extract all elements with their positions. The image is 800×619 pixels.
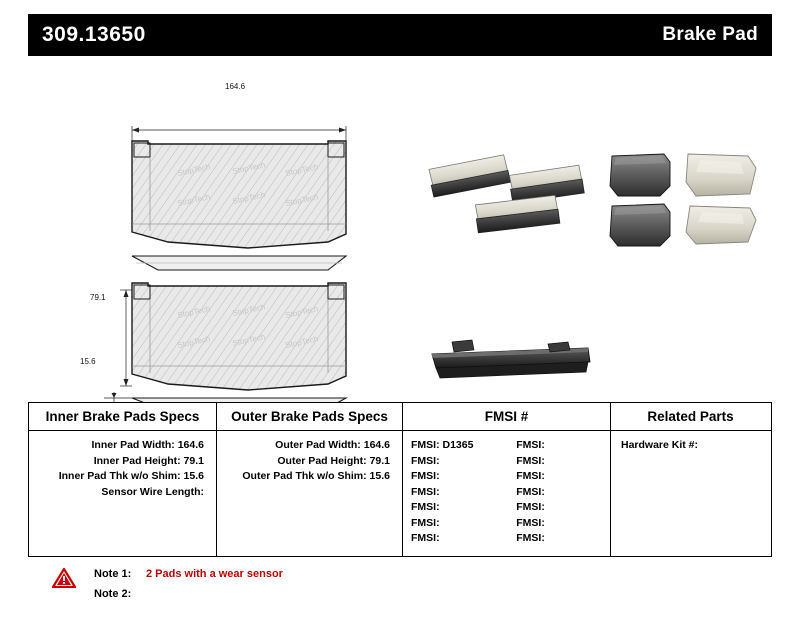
header-bar <box>28 14 772 56</box>
fmsi-row <box>403 454 610 470</box>
fmsi-row <box>403 485 610 501</box>
spec-sheet <box>28 14 772 606</box>
drawing-svg <box>28 56 772 402</box>
fmsi-right: FMSI: <box>516 439 545 451</box>
note-1-value: 2 Pads with a wear sensor <box>146 568 283 580</box>
svg-text:StopTech: StopTech <box>284 304 320 320</box>
product-type-label: Brake Pad <box>662 24 758 45</box>
fmsi-right: FMSI: <box>516 532 545 544</box>
svg-text:StopTech: StopTech <box>231 332 267 348</box>
column-header-fmsi: FMSI # <box>403 403 611 430</box>
upper-pad-outline <box>132 141 346 248</box>
note-1-label: Note 1: <box>94 568 132 580</box>
upper-pad-edge-view <box>132 256 346 270</box>
fmsi-row <box>403 531 610 547</box>
svg-text:StopTech: StopTech <box>176 304 212 320</box>
svg-text:StopTech: StopTech <box>231 190 267 206</box>
notes-section <box>28 554 772 604</box>
specs-table-body-row <box>29 431 771 556</box>
inner-specs-cell <box>29 431 217 556</box>
fmsi-right: FMSI: <box>516 485 545 498</box>
technical-drawing <box>28 56 772 402</box>
inner-spec-line: Sensor Wire Length: <box>101 485 204 498</box>
column-header-related-parts: Related Parts <box>647 409 734 424</box>
svg-text:StopTech: StopTech <box>284 334 320 350</box>
lower-pad-outline <box>132 283 346 390</box>
fmsi-left: FMSI: <box>411 516 440 529</box>
svg-text:StopTech: StopTech <box>176 162 212 178</box>
related-part-line: Hardware Kit #: <box>621 439 699 451</box>
fmsi-row <box>403 469 610 485</box>
fmsi-row <box>403 438 610 454</box>
inner-spec-line: Inner Pad Width: 164.6 <box>91 439 204 451</box>
column-header-inner-specs: Inner Brake Pads Specs <box>29 403 217 430</box>
pad-photo-edge-view <box>432 340 590 378</box>
fmsi-left: FMSI: <box>411 485 440 498</box>
specs-table-header-row <box>29 403 771 431</box>
outer-spec-line: Outer Pad Width: 164.6 <box>275 439 390 451</box>
fmsi-row <box>403 516 610 532</box>
note-2-label: Note 2: <box>94 588 132 600</box>
fmsi-row <box>403 500 610 516</box>
fmsi-right: FMSI: <box>516 470 545 482</box>
svg-text:StopTech: StopTech <box>176 334 212 350</box>
fmsi-left: FMSI: <box>411 470 440 482</box>
fmsi-right: FMSI: <box>516 501 545 513</box>
fmsi-left: FMSI: <box>411 532 440 544</box>
inner-spec-line: Inner Pad Thk w/o Shim: 15.6 <box>58 470 204 482</box>
specs-table <box>28 402 772 557</box>
fmsi-right: FMSI: <box>516 454 545 467</box>
svg-text:StopTech: StopTech <box>231 160 267 176</box>
svg-text:StopTech: StopTech <box>284 192 320 208</box>
svg-text:StopTech: StopTech <box>176 192 212 208</box>
outer-specs-cell <box>217 431 403 556</box>
related-parts-cell <box>611 431 770 556</box>
fmsi-cell <box>403 431 611 556</box>
fmsi-left: FMSI: <box>411 501 440 513</box>
pad-photo-group-left <box>428 154 584 232</box>
column-header-outer-specs: Outer Brake Pads Specs <box>217 403 403 430</box>
fmsi-right: FMSI: <box>516 516 545 529</box>
fmsi-left: FMSI: <box>411 454 440 467</box>
fmsi-left: FMSI: D1365 <box>411 439 474 451</box>
outer-spec-line: Outer Pad Height: 79.1 <box>277 454 390 467</box>
outer-spec-line: Outer Pad Thk w/o Shim: 15.6 <box>242 470 390 482</box>
svg-text:StopTech: StopTech <box>231 302 267 318</box>
pad-photo-group-right <box>610 154 756 246</box>
page-title: 309.13650 <box>42 23 146 46</box>
dimension-width-label: 164.6 <box>225 82 246 91</box>
dimension-height-label: 79.1 <box>90 293 106 302</box>
dimension-thickness-label: 15.6 <box>80 357 96 366</box>
inner-spec-line: Inner Pad Height: 79.1 <box>93 454 204 467</box>
warning-icon <box>52 568 76 588</box>
svg-text:StopTech: StopTech <box>284 162 320 178</box>
